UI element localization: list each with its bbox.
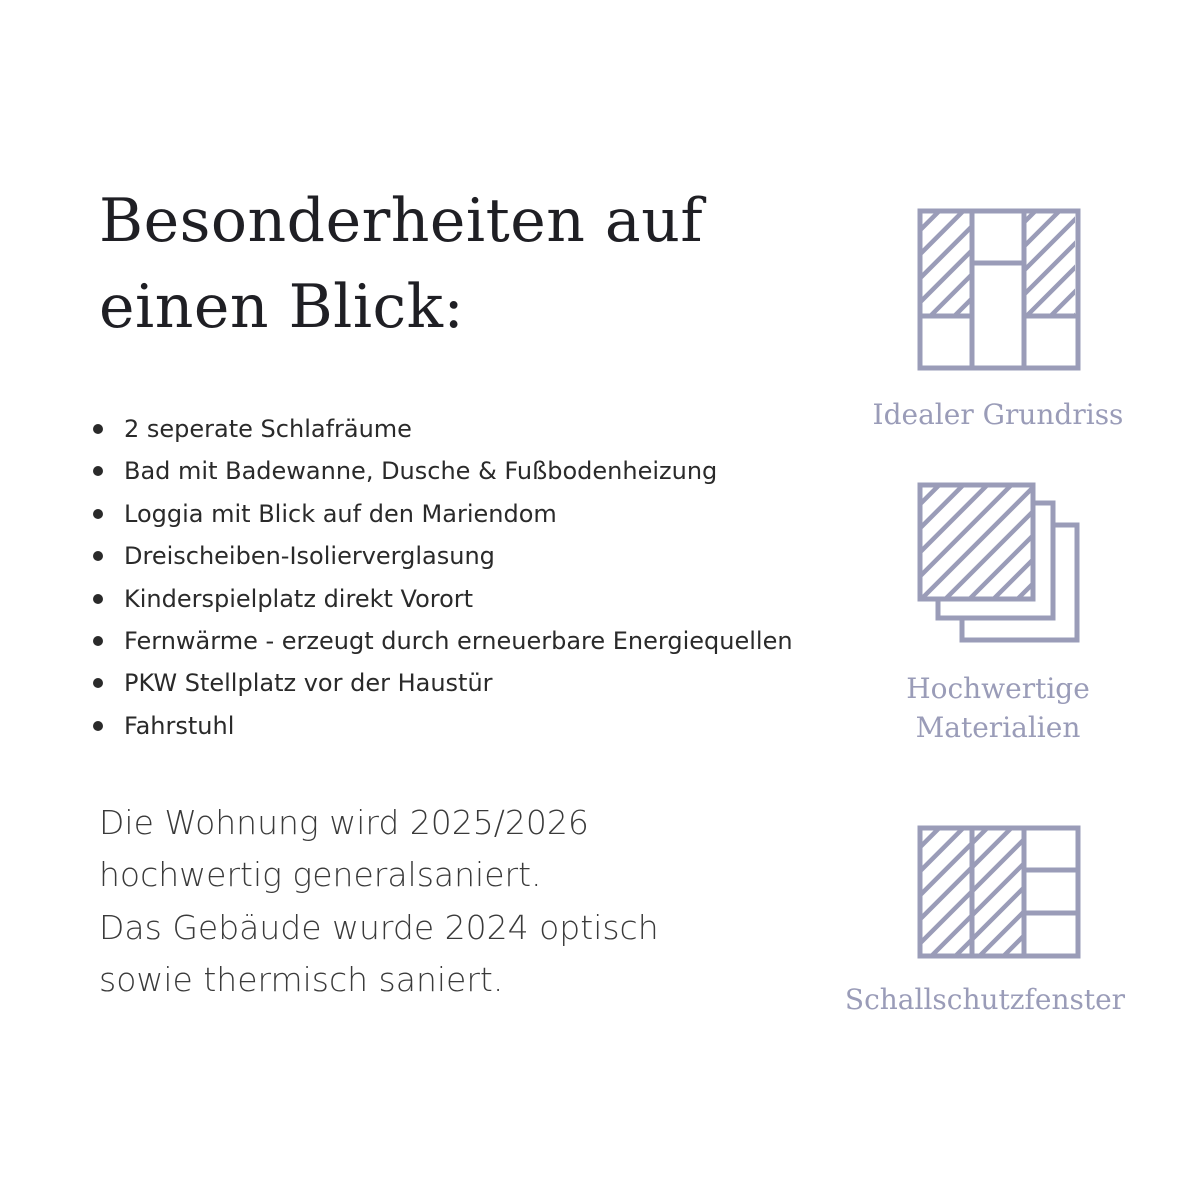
summary-line: Die Wohnung wird 2025/2026	[99, 803, 589, 842]
window-icon	[916, 824, 1082, 960]
feature-item: Dreischeiben-Isolierverglasung	[124, 535, 793, 577]
floorplan-label: Idealer Grundriss	[872, 398, 1124, 431]
summary-line: sowie thermisch saniert.	[99, 959, 504, 999]
feature-item: Fahrstuhl	[124, 705, 793, 747]
feature-item: Loggia mit Blick auf den Mariendom	[124, 493, 793, 535]
page-title-line-1: Besonderheiten auf	[99, 186, 704, 256]
renovation-summary	[99, 797, 659, 1006]
feature-item: 2 seperate Schlafräume	[124, 408, 793, 450]
floorplan-icon	[916, 207, 1082, 371]
summary-line: Das Gebäude wurde 2024 optisch	[99, 907, 659, 947]
feature-list	[124, 408, 793, 747]
page-title	[99, 178, 703, 350]
feature-item: Fernwärme - erzeugt durch erneuerbare Energiequellen	[124, 620, 793, 662]
feature-item: PKW Stellplatz vor der Haustür	[124, 662, 793, 704]
summary-line: hochwertig generalsaniert.	[99, 855, 542, 895]
feature-item: Bad mit Badewanne, Dusche & Fußbodenheizung	[124, 450, 793, 492]
page-title-line-2: einen Blick:	[99, 272, 465, 342]
feature-item: Kinderspielplatz direkt Vorort	[124, 578, 793, 620]
materials-label: Hochwertige Materialien	[906, 672, 1090, 744]
material-samples-icon	[916, 481, 1082, 645]
window-label: Schallschutzfenster	[844, 983, 1126, 1016]
